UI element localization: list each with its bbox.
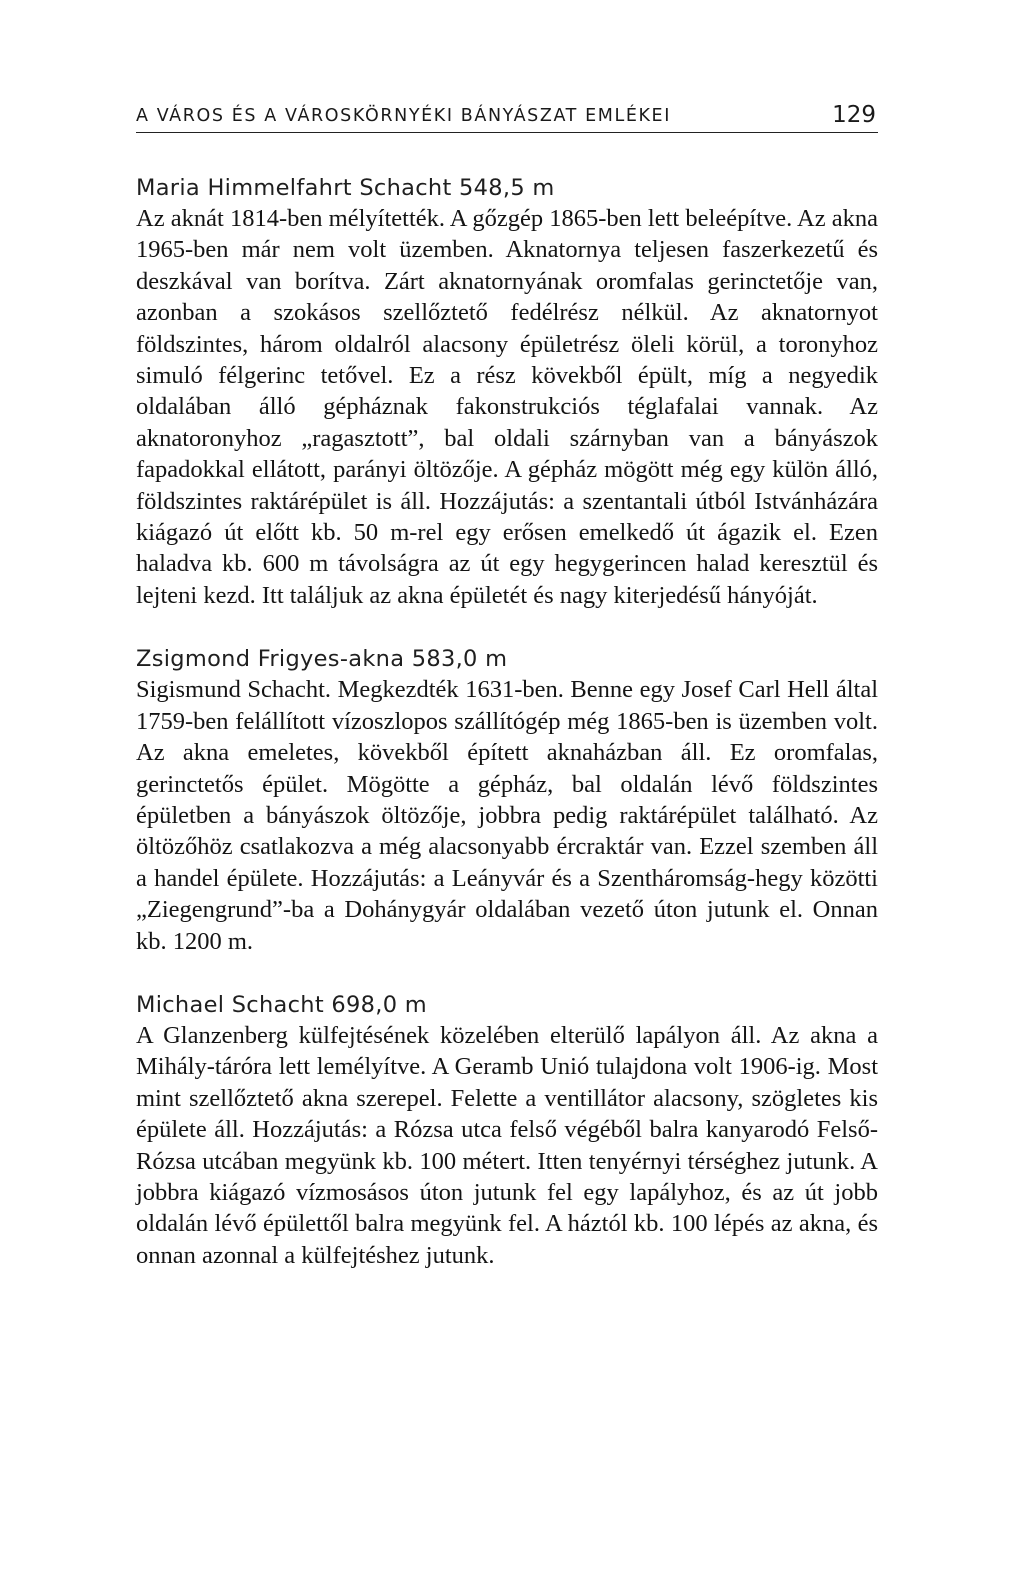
running-title: A VÁROS ÉS A VÁROSKÖRNYÉKI BÁNYÁSZAT EMLÉKEI <box>136 106 671 126</box>
section-heading: Maria Himmelfahrt Schacht 548,5 m <box>136 175 555 201</box>
page-number: 129 <box>832 102 876 128</box>
section-body: Sigismund Schacht. Megkezdték 1631-ben. Benne egy Josef Carl Hell által 1759-ben felállított vízoszlopos szállítógép még 1865-ben is üzemben volt. Az akna emeletes, kövekből épített aknaházban áll. Ez oromfalas, gerinctetős épület. Mögötte a gépház, bal oldalán lévő földszintes épületben a bányászok öltözője, jobbra pedig raktárépület található. Az öltözőhöz csatlakozva a még alacsonyabb ércraktár van. Ezzel szemben áll a handel épülete. Hozzájutás: a Leányvár és a Szentháromság-hegy közötti „Ziegengrund”-ba a Dohánygyár oldalában vezető úton jutunk el. Onnan kb. 1200 m. <box>136 676 878 955</box>
section-maria-himmelfahrt <box>136 173 878 611</box>
section-zsigmond-frigyes <box>136 644 878 957</box>
section-heading: Michael Schacht 698,0 m <box>136 991 428 1018</box>
running-header <box>136 96 878 133</box>
section-heading: Zsigmond Frigyes-akna 583,0 m <box>136 646 508 673</box>
section-michael-schacht <box>136 990 878 1271</box>
section-body: Az aknát 1814-ben mélyítették. A gőzgép 1865-ben lett beleépítve. Az akna 1965-ben már nem volt üzemben. Aknatornya teljesen faszerkezetű és deszkával van borítva. Zárt aknatornyának oromfalas gerinctetője van, azonban a szokásos szellőztető fedélrész nélkül. Az aknatornyot földszintes, három oldalról alacsony épületrész öleli körül, a toronyhoz simuló félgerinc tetővel. Ez a rész kövekből épült, míg a negyedik oldalában álló gépháznak fakonstrukciós téglafalai vannak. Az aknatoronyhoz „ragasztott”, bal oldali szárnyban van a bányászok fapadokkal ellátott, parányi öltözője. A gépház mögött még egy külön álló, földszintes raktárépület is áll. Hozzájutás: a szentantali útból Istvánházára kiágazó út előtt kb. 50 m-rel egy erősen emelkedő út ágazik el. Ezen haladva kb. 600 m távolságra az út egy hegygerincen halad keresztül és lejteni kezd. Itt találjuk az akna épületét és nagy kiterjedésű hányóját. <box>136 205 878 609</box>
book-page <box>136 96 878 1271</box>
section-body: A Glanzenberg külfejtésének közelében elterülő lapályon áll. Az akna a Mihály-táróra lett lemélyítve. A Geramb Unió tulajdona volt 1906-ig. Most mint szellőztető akna szerepel. Felette a ventillátor alacsony, szögletes kis épülete áll. Hozzájutás: a Rózsa utca felső végéből balra kanyarodó Felső-Rózsa utcában megyünk kb. 100 métert. Itten tenyérnyi térséghez jutunk. A jobbra kiágazó vízmosásos úton jutunk fel egy lapályhoz, és az út jobb oldalán lévő épülettől balra megyünk fel. A háztól kb. 100 lépés az akna, és onnan azonnal a külfejtéshez jutunk. <box>136 1021 878 1269</box>
